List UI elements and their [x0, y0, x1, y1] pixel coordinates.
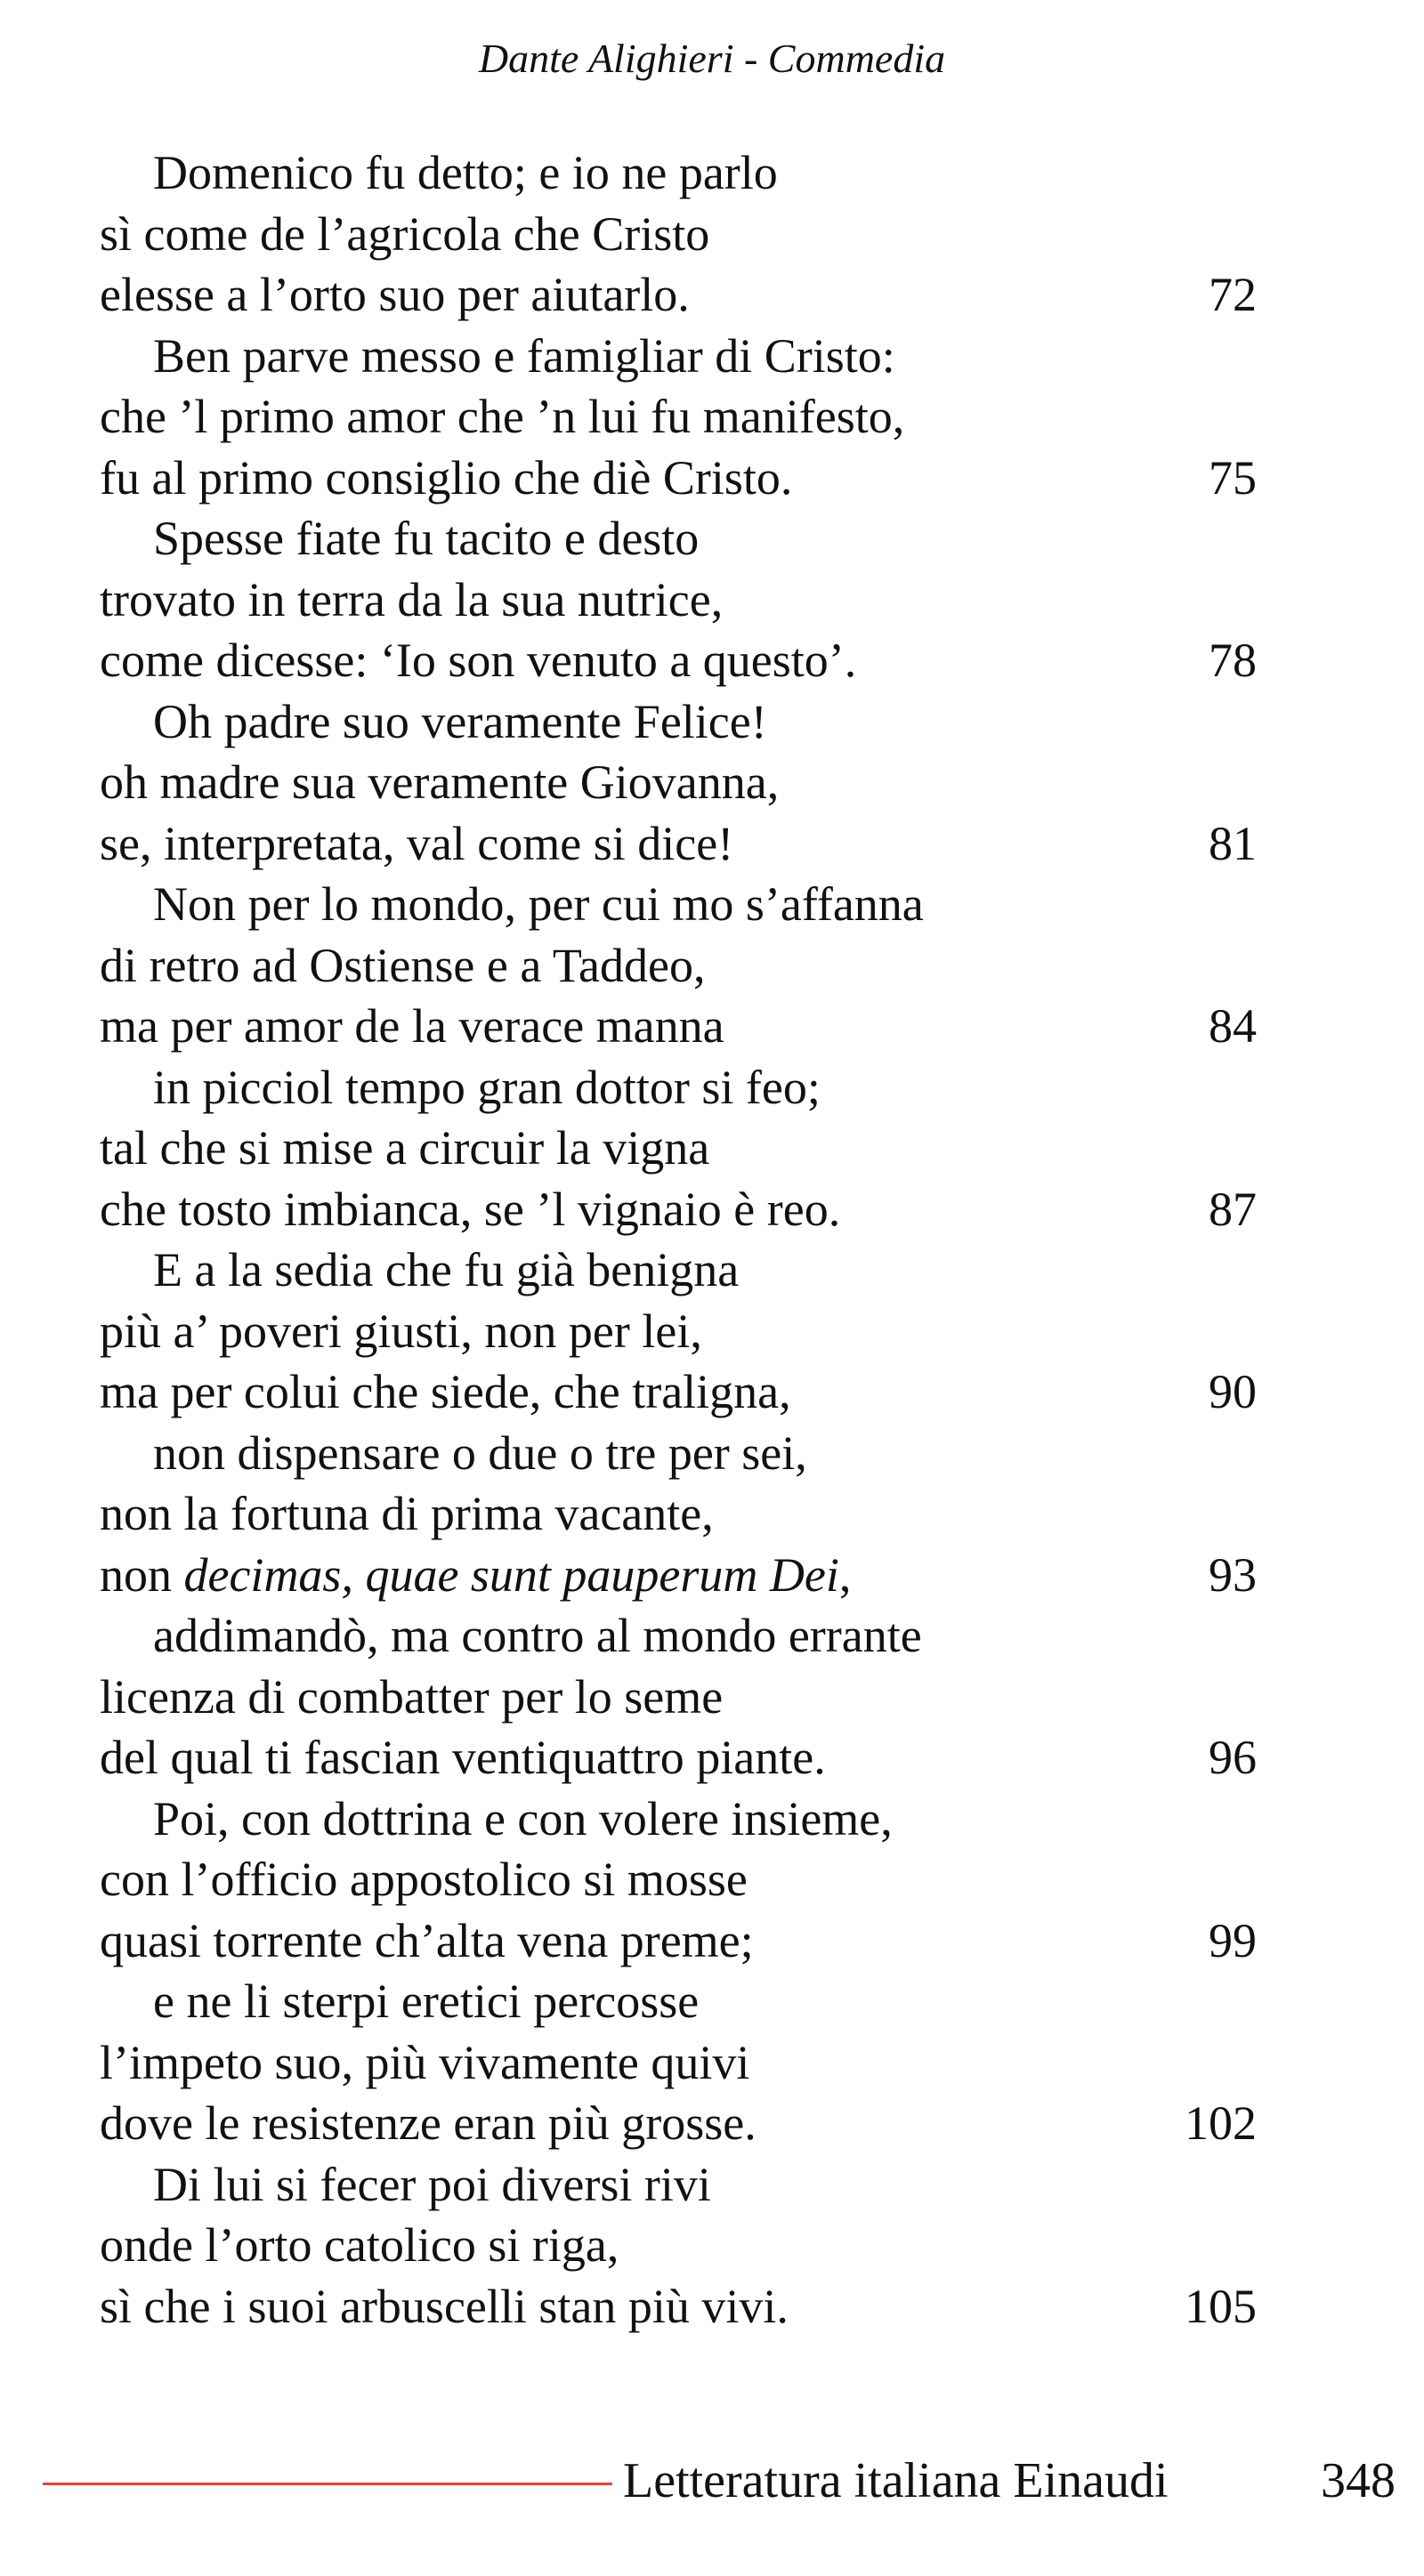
verse-text: non [100, 1547, 184, 1602]
verse-line [100, 1971, 1257, 2032]
verse-text: E a la sedia che fu già benigna [153, 1243, 740, 1296]
verse-line [100, 1240, 1257, 1301]
verse-text: l’impeto suo, più vivamente quivi [100, 2035, 750, 2089]
verse-line [100, 1545, 1257, 1606]
verse-number: 81 [1209, 816, 1257, 870]
verse-number: 84 [1209, 999, 1257, 1053]
page-footer [0, 2445, 1424, 2516]
verse-text: onde l’orto catolico si riga, [100, 2218, 619, 2272]
verse-number: 96 [1209, 1731, 1257, 1784]
verse-text: licenza di combatter per lo seme [100, 1669, 724, 1724]
verse-line [100, 1789, 1257, 1850]
verse-text: tal che si mise a circuir la vigna [100, 1121, 710, 1175]
verse-line [100, 204, 1257, 265]
verse-text: trovato in terra da la sua nutrice, [100, 572, 724, 626]
verse-text: Poi, con dottrina e con volere insieme, [153, 1791, 893, 1845]
verse-line [100, 264, 1257, 326]
verse-text: Non per lo mondo, per cui mo s’affanna [153, 877, 924, 931]
verse-number: 102 [1185, 2096, 1257, 2150]
verse-line [100, 1423, 1257, 1484]
tercet [100, 874, 1257, 1057]
verse-text: ma per amor de la verace manna [100, 999, 724, 1053]
verse-text: Ben parve messo e famigliar di Cristo: [153, 328, 895, 383]
verse-line [100, 752, 1257, 813]
verse-line [100, 386, 1257, 448]
verse-line [100, 691, 1257, 753]
verse-number: 75 [1209, 450, 1257, 505]
verse-line [100, 813, 1257, 875]
tercet [100, 691, 1257, 875]
tercet [100, 142, 1257, 326]
verse-line [100, 1727, 1257, 1789]
verse-line [100, 1605, 1257, 1667]
verse-text: Di lui si fecer poi diversi rivi [153, 2157, 711, 2211]
verse-number: 93 [1209, 1547, 1257, 1602]
verse-line [100, 142, 1257, 204]
verse-text: non la fortuna di prima vacante, [100, 1487, 714, 1540]
verse-line [100, 874, 1257, 935]
verse-line [100, 935, 1257, 997]
verse-line [100, 508, 1257, 569]
footer-rule [43, 2483, 612, 2485]
verse-line [100, 1118, 1257, 1179]
tercet [100, 1605, 1257, 1789]
running-title: Dante Alighieri - Commedia [478, 36, 946, 81]
verse-line [100, 2154, 1257, 2216]
verse-text: di retro ad Ostiense e a Taddeo, [100, 938, 706, 992]
verse-line [100, 2276, 1257, 2338]
verse-line [100, 2093, 1257, 2154]
verse-text: e ne li sterpi eretici percosse [153, 1974, 700, 2028]
verse-line [100, 1910, 1257, 1972]
tercet [100, 508, 1257, 691]
verse-line [100, 2215, 1257, 2276]
verse-number: 90 [1209, 1365, 1257, 1418]
verse-text: quasi torrente ch’alta vena preme; [100, 1913, 754, 1967]
poem-text [100, 142, 1257, 2337]
verse-line [100, 569, 1257, 631]
verse-line [100, 996, 1257, 1057]
tercet [100, 326, 1257, 509]
tercet [100, 2154, 1257, 2338]
verse-number: 87 [1209, 1182, 1257, 1236]
verse-text: che ’l primo amor che ’n lui fu manifesto, [100, 390, 905, 443]
verse-text: Domenico fu detto; e io ne parlo [153, 146, 778, 199]
verse-text: addimandò, ma contro al mondo errante [153, 1609, 922, 1662]
verse-line [100, 1301, 1257, 1362]
verse-number: 99 [1209, 1913, 1257, 1967]
verse-text: in picciol tempo gran dottor si feo; [153, 1060, 821, 1114]
verse-text: oh madre sua veramente Giovanna, [100, 755, 780, 809]
verse-text: fu al primo consiglio che diè Cristo. [100, 450, 793, 505]
verse-line [100, 1849, 1257, 1910]
verse-text: del qual ti fascian ventiquattro piante. [100, 1731, 826, 1784]
verse-number: 105 [1185, 2279, 1257, 2333]
verse-line [100, 2032, 1257, 2094]
verse-line [100, 1361, 1257, 1423]
verse-text: non dispensare o due o tre per sei, [153, 1425, 807, 1480]
verse-line [100, 1057, 1257, 1118]
verse-text: più a’ poveri giusti, non per lei, [100, 1304, 702, 1358]
verse-line [100, 1179, 1257, 1240]
verse-text: Spesse fiate fu tacito e desto [153, 512, 700, 565]
tercet [100, 1423, 1257, 1606]
verse-text: che tosto imbianca, se ’l vignaio è reo. [100, 1182, 841, 1236]
verse-line [100, 1667, 1257, 1728]
verse-text: dove le resistenze eran più grosse. [100, 2096, 756, 2150]
verse-text: sì che i suoi arbuscelli stan più vivi. [100, 2279, 789, 2333]
verse-text: ma per colui che siede, che traligna, [100, 1365, 791, 1418]
tercet [100, 1971, 1257, 2154]
verse-line [100, 326, 1257, 387]
tercet [100, 1789, 1257, 1972]
verse-line [100, 448, 1257, 509]
verse-line [100, 1483, 1257, 1545]
verse-text: sì come de l’agricola che Cristo [100, 206, 710, 261]
publisher-name: Letteratura italiana Einaudi [623, 2453, 1169, 2508]
verse-number: 72 [1209, 268, 1257, 321]
verse-line [100, 630, 1257, 691]
verse-number: 78 [1209, 634, 1257, 687]
page-number: 348 [1321, 2453, 1396, 2508]
verse-italic-text: decimas, quae sunt pauperum Dei [183, 1547, 839, 1602]
verse-tail-text: , [838, 1547, 852, 1602]
verse-text: con l’officio appostolico si mosse [100, 1853, 748, 1906]
verse-text: Oh padre suo veramente Felice! [153, 694, 767, 748]
verse-text: come dicesse: ‘Io son venuto a questo’. [100, 634, 857, 687]
tercet [100, 1057, 1257, 1240]
verse-text: se, interpretata, val come si dice! [100, 816, 734, 870]
tercet [100, 1240, 1257, 1423]
verse-text: elesse a l’orto suo per aiutarlo. [100, 268, 690, 321]
